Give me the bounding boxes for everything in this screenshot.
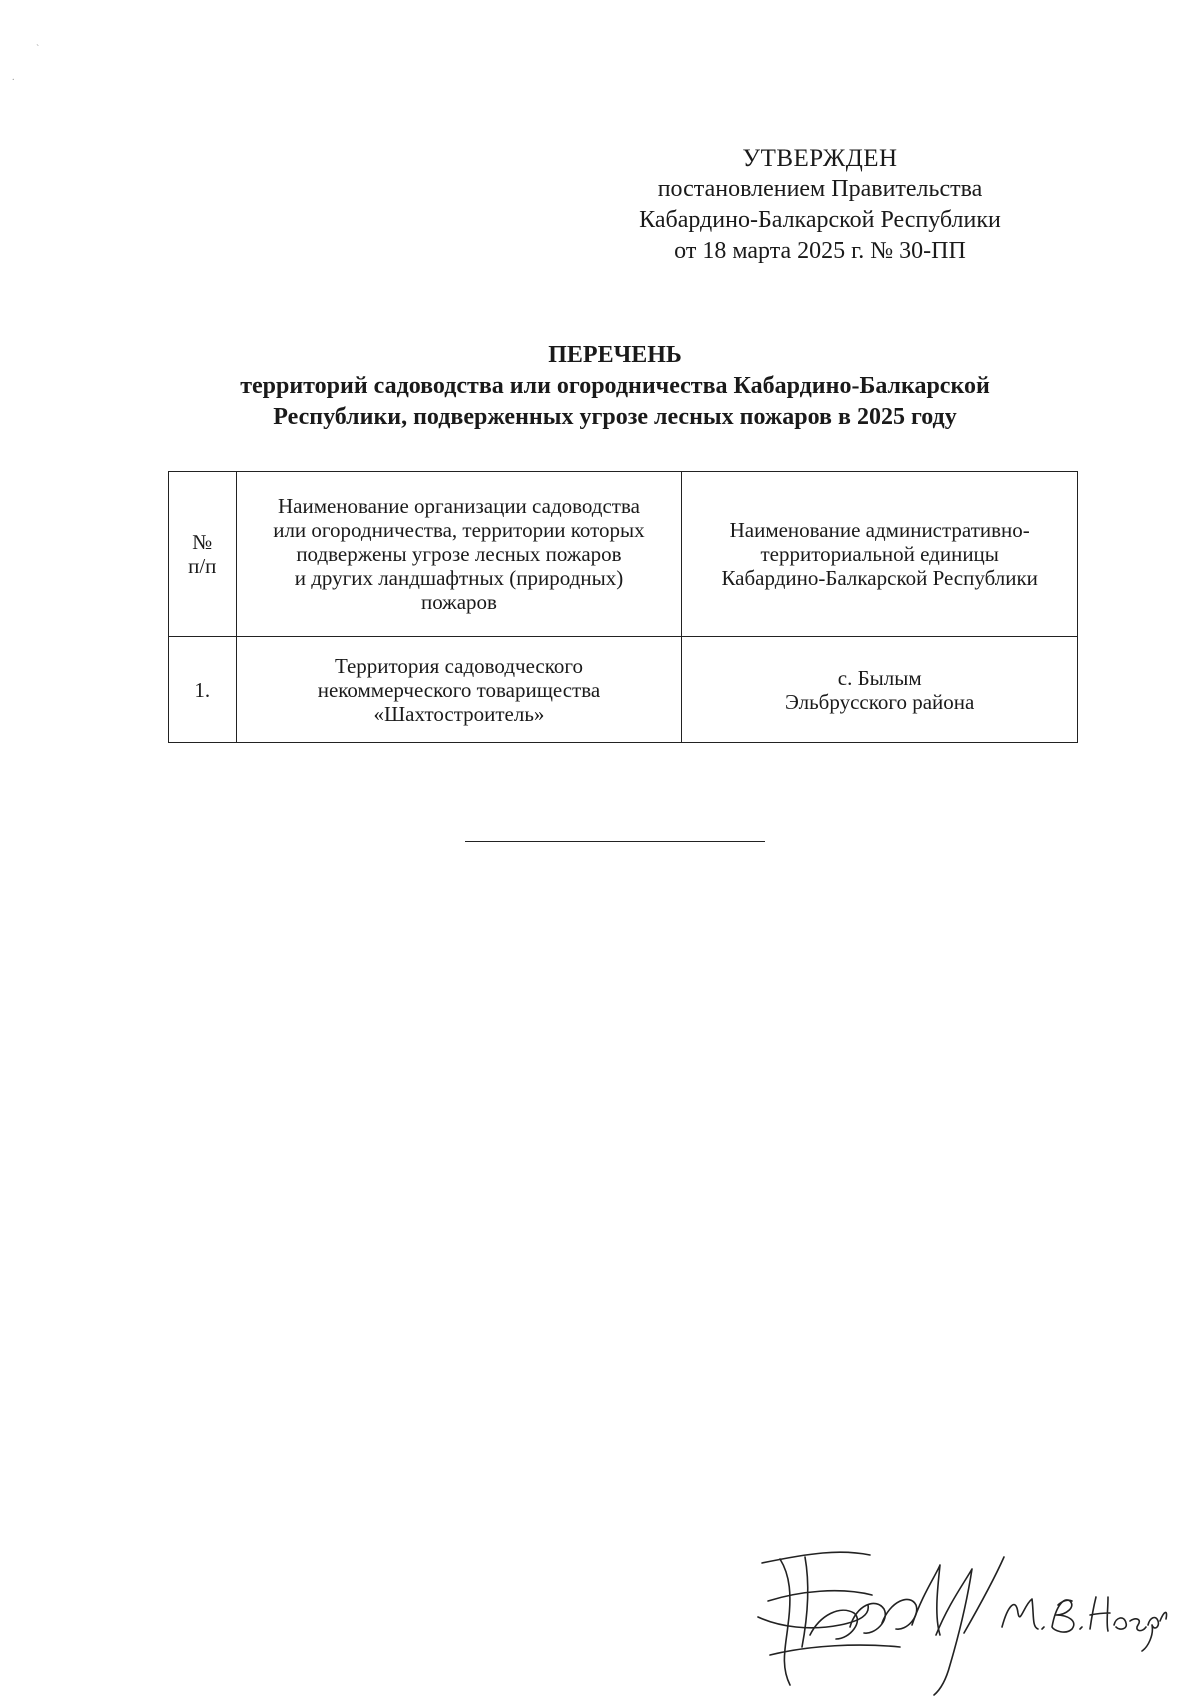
header-admin-unit: Наименование административно- территориальной единицы Кабардино-Балкарской Республики [682, 472, 1078, 637]
approval-line-4: от 18 марта 2025 г. № 30-ПП [674, 238, 966, 264]
title-heading: ПЕРЕЧЕНЬ [548, 342, 682, 368]
approval-heading: УТВЕРЖДЕН [742, 145, 898, 172]
signature-image [750, 1535, 1170, 1697]
document-title [150, 340, 1080, 433]
title-line-1: территорий садоводства или огородничества Кабардино-Балкарской [240, 373, 990, 399]
approval-line-2: постановлением Правительства [657, 176, 983, 202]
row-organization: Территория садоводческого некоммерческого товарищества «Шахтостроитель» [236, 637, 682, 743]
header-organization: Наименование организации садоводства или огородничества, территории которых подвержены угрозе лесных пожаров и других ландшафтных (природных) пожаров [236, 472, 682, 637]
table-row [169, 637, 1078, 743]
end-divider [465, 841, 765, 842]
approval-stamp [590, 143, 1050, 267]
title-line-2: Республики, подверженных угрозе лесных пожаров в 2025 году [273, 404, 957, 430]
territory-table [168, 471, 1078, 743]
table-header-row [169, 472, 1078, 637]
scan-speck: . [12, 72, 15, 83]
header-number: № п/п [169, 472, 237, 637]
row-number: 1. [169, 637, 237, 743]
row-admin-unit: с. Былым Эльбрусского района [682, 637, 1078, 743]
scan-speck: ` [36, 44, 40, 55]
approval-line-3: Кабардино-Балкарской Республики [639, 207, 1001, 233]
